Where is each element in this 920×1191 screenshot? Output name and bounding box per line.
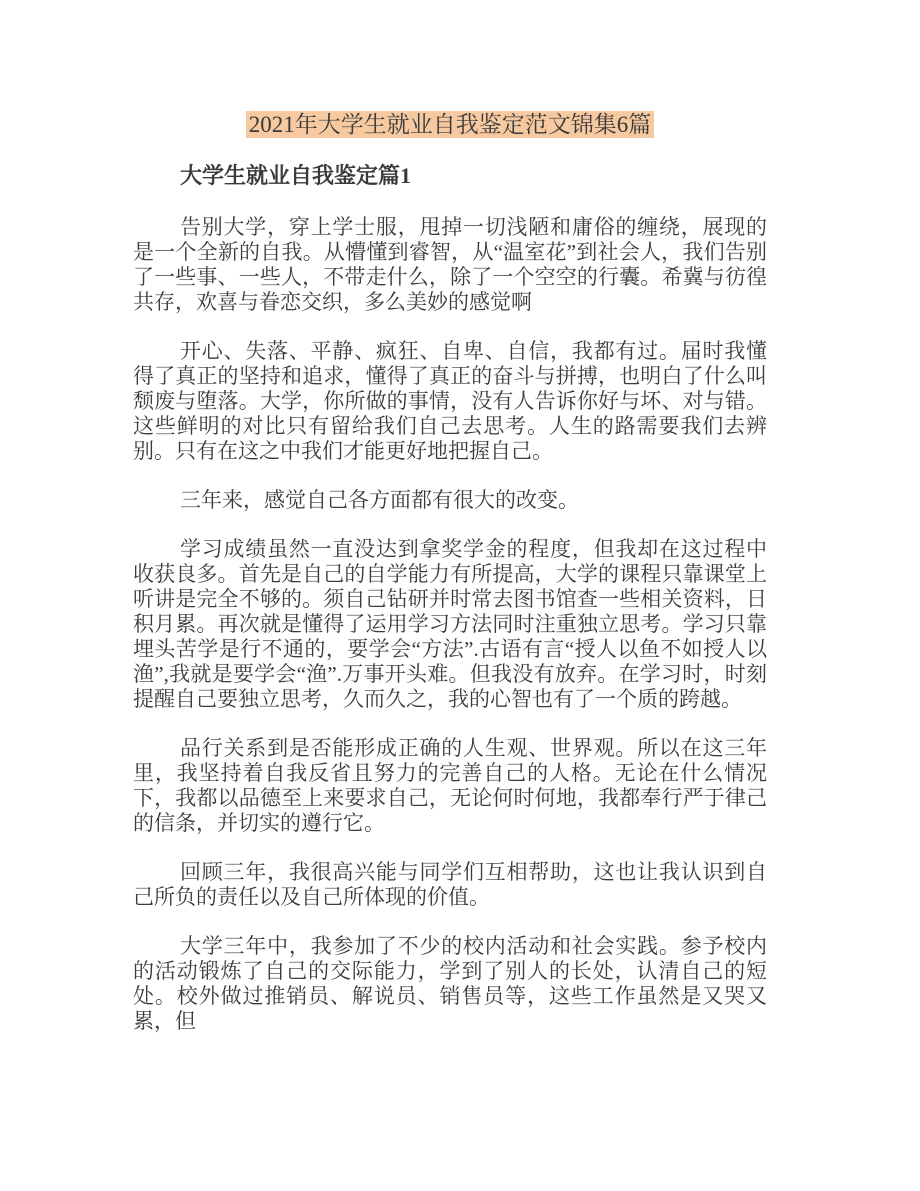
- section-heading: 大学生就业自我鉴定篇1: [180, 163, 412, 188]
- paragraph: 开心、失落、平静、疯狂、自卑、自信，我都有过。届时我懂得了真正的坚持和追求，懂得了真正的奋斗与拼搏，也明白了什么叫颓废与堕落。大学，你所做的事情，没有人告诉你好与坏、对与错。这些鲜明的对比只有留给我们自己去思考。人生的路需要我们去辨别。只有在这之中我们才能更好地把握自己。: [133, 339, 767, 463]
- document-title: [133, 107, 767, 143]
- paragraph: 回顾三年，我很高兴能与同学们互相帮助，这也让我认识到自己所负的责任以及自己所体现的价值。: [133, 860, 767, 909]
- document-content: [133, 0, 767, 1034]
- title-highlight: 2021年大学生就业自我鉴定范文锦集6篇: [246, 111, 655, 138]
- paragraph: 品行关系到是否能形成正确的人生观、世界观。所以在这三年里，我坚持着自我反省且努力的完善自己的人格。无论在什么情况下，我都以品德至上来要求自己，无论何时何地，我都奉行严于律己的信条，并切实的遵行它。: [133, 736, 767, 835]
- paragraph: 学习成绩虽然一直没达到拿奖学金的程度，但我却在这过程中收获良多。首先是自己的自学能力有所提高，大学的课程只靠课堂上听讲是完全不够的。须自己钻研并时常去图书馆查一些相关资料，日积月累。再次就是懂得了运用学习方法同时注重独立思考。学习只靠埋头苦学是行不通的，要学会“方法”.古语有言“授人以鱼不如授人以渔”,我就是要学会“渔”.万事开头难。但我没有放弃。在学习时，时刻提醒自己要独立思考，久而久之，我的心智也有了一个质的跨越。: [133, 537, 767, 711]
- paragraph: 三年来，感觉自己各方面都有很大的改变。: [180, 488, 579, 512]
- paragraph: 大学三年中，我参加了不少的校内活动和社会实践。参予校内的活动锻炼了自己的交际能力，学到了别人的长处，认清自己的短处。校外做过推销员、解说员、销售员等，这些工作虽然是又哭又累，但: [133, 934, 767, 1033]
- paragraph: 告别大学，穿上学士服，甩掉一切浅陋和庸俗的缠绕，展现的是一个全新的自我。从懵懂到睿智，从“温室花”到社会人，我们告别了一些事、一些人，不带走什么，除了一个空空的行囊。希冀与彷徨共存，欢喜与眷恋交织，多么美妙的感觉啊: [133, 215, 767, 314]
